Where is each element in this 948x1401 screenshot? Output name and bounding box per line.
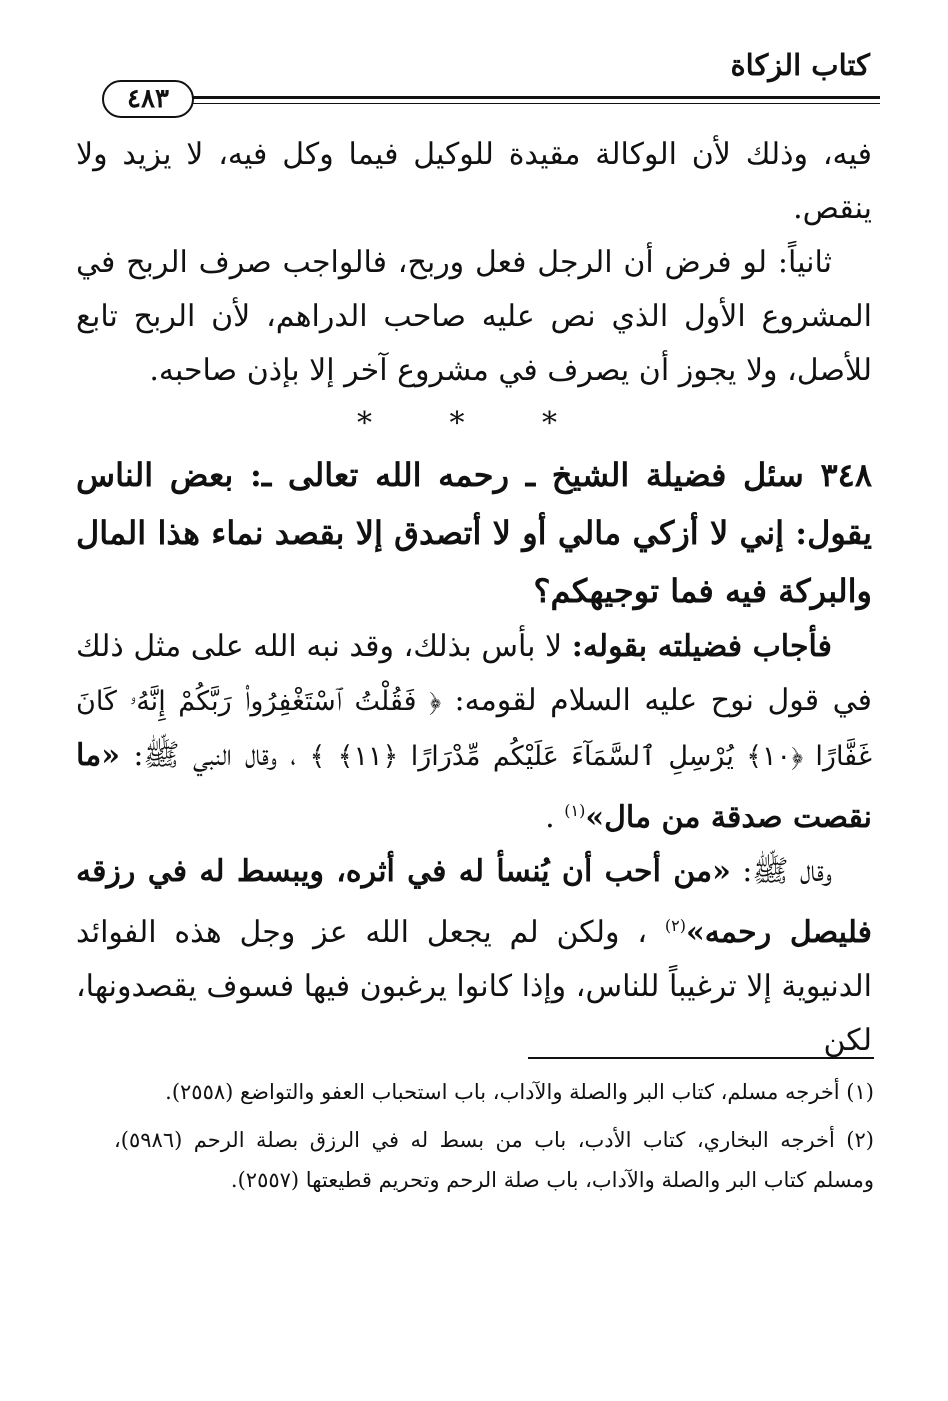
- footnote-ref-1: (١): [564, 801, 586, 820]
- question-348: ٣٤٨ سئل فضيلة الشيخ ـ رحمه الله تعالى ـ: بعض الناس يقول: إني لا أزكي مالي أو لا أتصدق إلا بقصد نماء هذا المال والبركة فيه فما توجيهكم؟: [76, 456, 873, 610]
- quran-verse: ﴿ فَقُلْتُ ٱسْتَغْفِرُوا۟ رَبَّكُمْ إِنَّهُۥ كَانَ غَفَّارًا ﴿١٠﴾ يُرْسِلِ ٱلسَّمَآءَ عَلَيْكُم مِّدْرَارًا ﴿١١﴾ ﴾: [76, 686, 872, 772]
- footnote-ref-2: (٢): [664, 916, 686, 935]
- paragraph-hadith-2: [76, 845, 872, 1068]
- page-body: [76, 128, 872, 1068]
- header-rule-thick: [118, 96, 880, 99]
- paragraph-continued: فيه، وذلك لأن الوكالة مقيدة للوكيل فيما وكل فيه، لا يزيد ولا ينقص.: [76, 137, 872, 226]
- paragraph-continuation: ، ولكن لم يجعل الله عز وجل هذه الفوائد الدنيوية إلا ترغيباً للناس، وإذا كانوا يرغبون فيها فسوف يقصدونها، لكن: [76, 915, 872, 1058]
- answer-text: لا بأس بذلك، وقد نبه الله على مثل ذلك في قول نوح عليه السلام لقومه:: [76, 629, 872, 718]
- footnote-2: (٢) أخرجه البخاري، كتاب الأدب، باب من بسط له في الرزق بصلة الرحم (٥٩٨٦)، ومسلم كتاب البر والصلة والآداب، باب صلة الرحم وتحريم قطيعتها (٢٥٥٧).: [114, 1128, 874, 1192]
- section-separator: * * *: [356, 406, 592, 441]
- answer-lead: فأجاب فضيلته بقوله:: [571, 629, 832, 664]
- page-number: ٤٨٣: [102, 80, 194, 118]
- hadith-lead: وقال ﷺ:: [742, 854, 832, 889]
- hadith-quote-2: «من أحب أن يُنسأ له في أثره، ويبسط له في رزقه فليصل رحمه»: [76, 854, 872, 950]
- footnote-1: (١) أخرجه مسلم، كتاب البر والصلة والآداب، باب استحباب العفو والتواضع (٢٥٥٨).: [165, 1080, 874, 1104]
- footnotes: [114, 1072, 874, 1208]
- sentence-end: .: [545, 800, 555, 835]
- running-header-title: كتاب الزكاة: [730, 48, 870, 82]
- answer-text-continued: ، وقال النبي ﷺ:: [133, 738, 297, 773]
- paragraph-second-point: ثانياً: لو فرض أن الرجل فعل وربح، فالواجب صرف الربح في المشروع الأول الذي نص عليه صاحب الدراهم، لأن الربح تابع للأصل، ولا يجوز أن يصرف في مشروع آخر إلا بإذن صاحبه.: [76, 245, 872, 388]
- hadith-quote-1: «ما نقصت صدقة من مال»: [76, 738, 872, 835]
- answer-paragraph: [76, 620, 872, 845]
- footnote-divider: [528, 1057, 874, 1059]
- header-rule-thin: [175, 103, 880, 104]
